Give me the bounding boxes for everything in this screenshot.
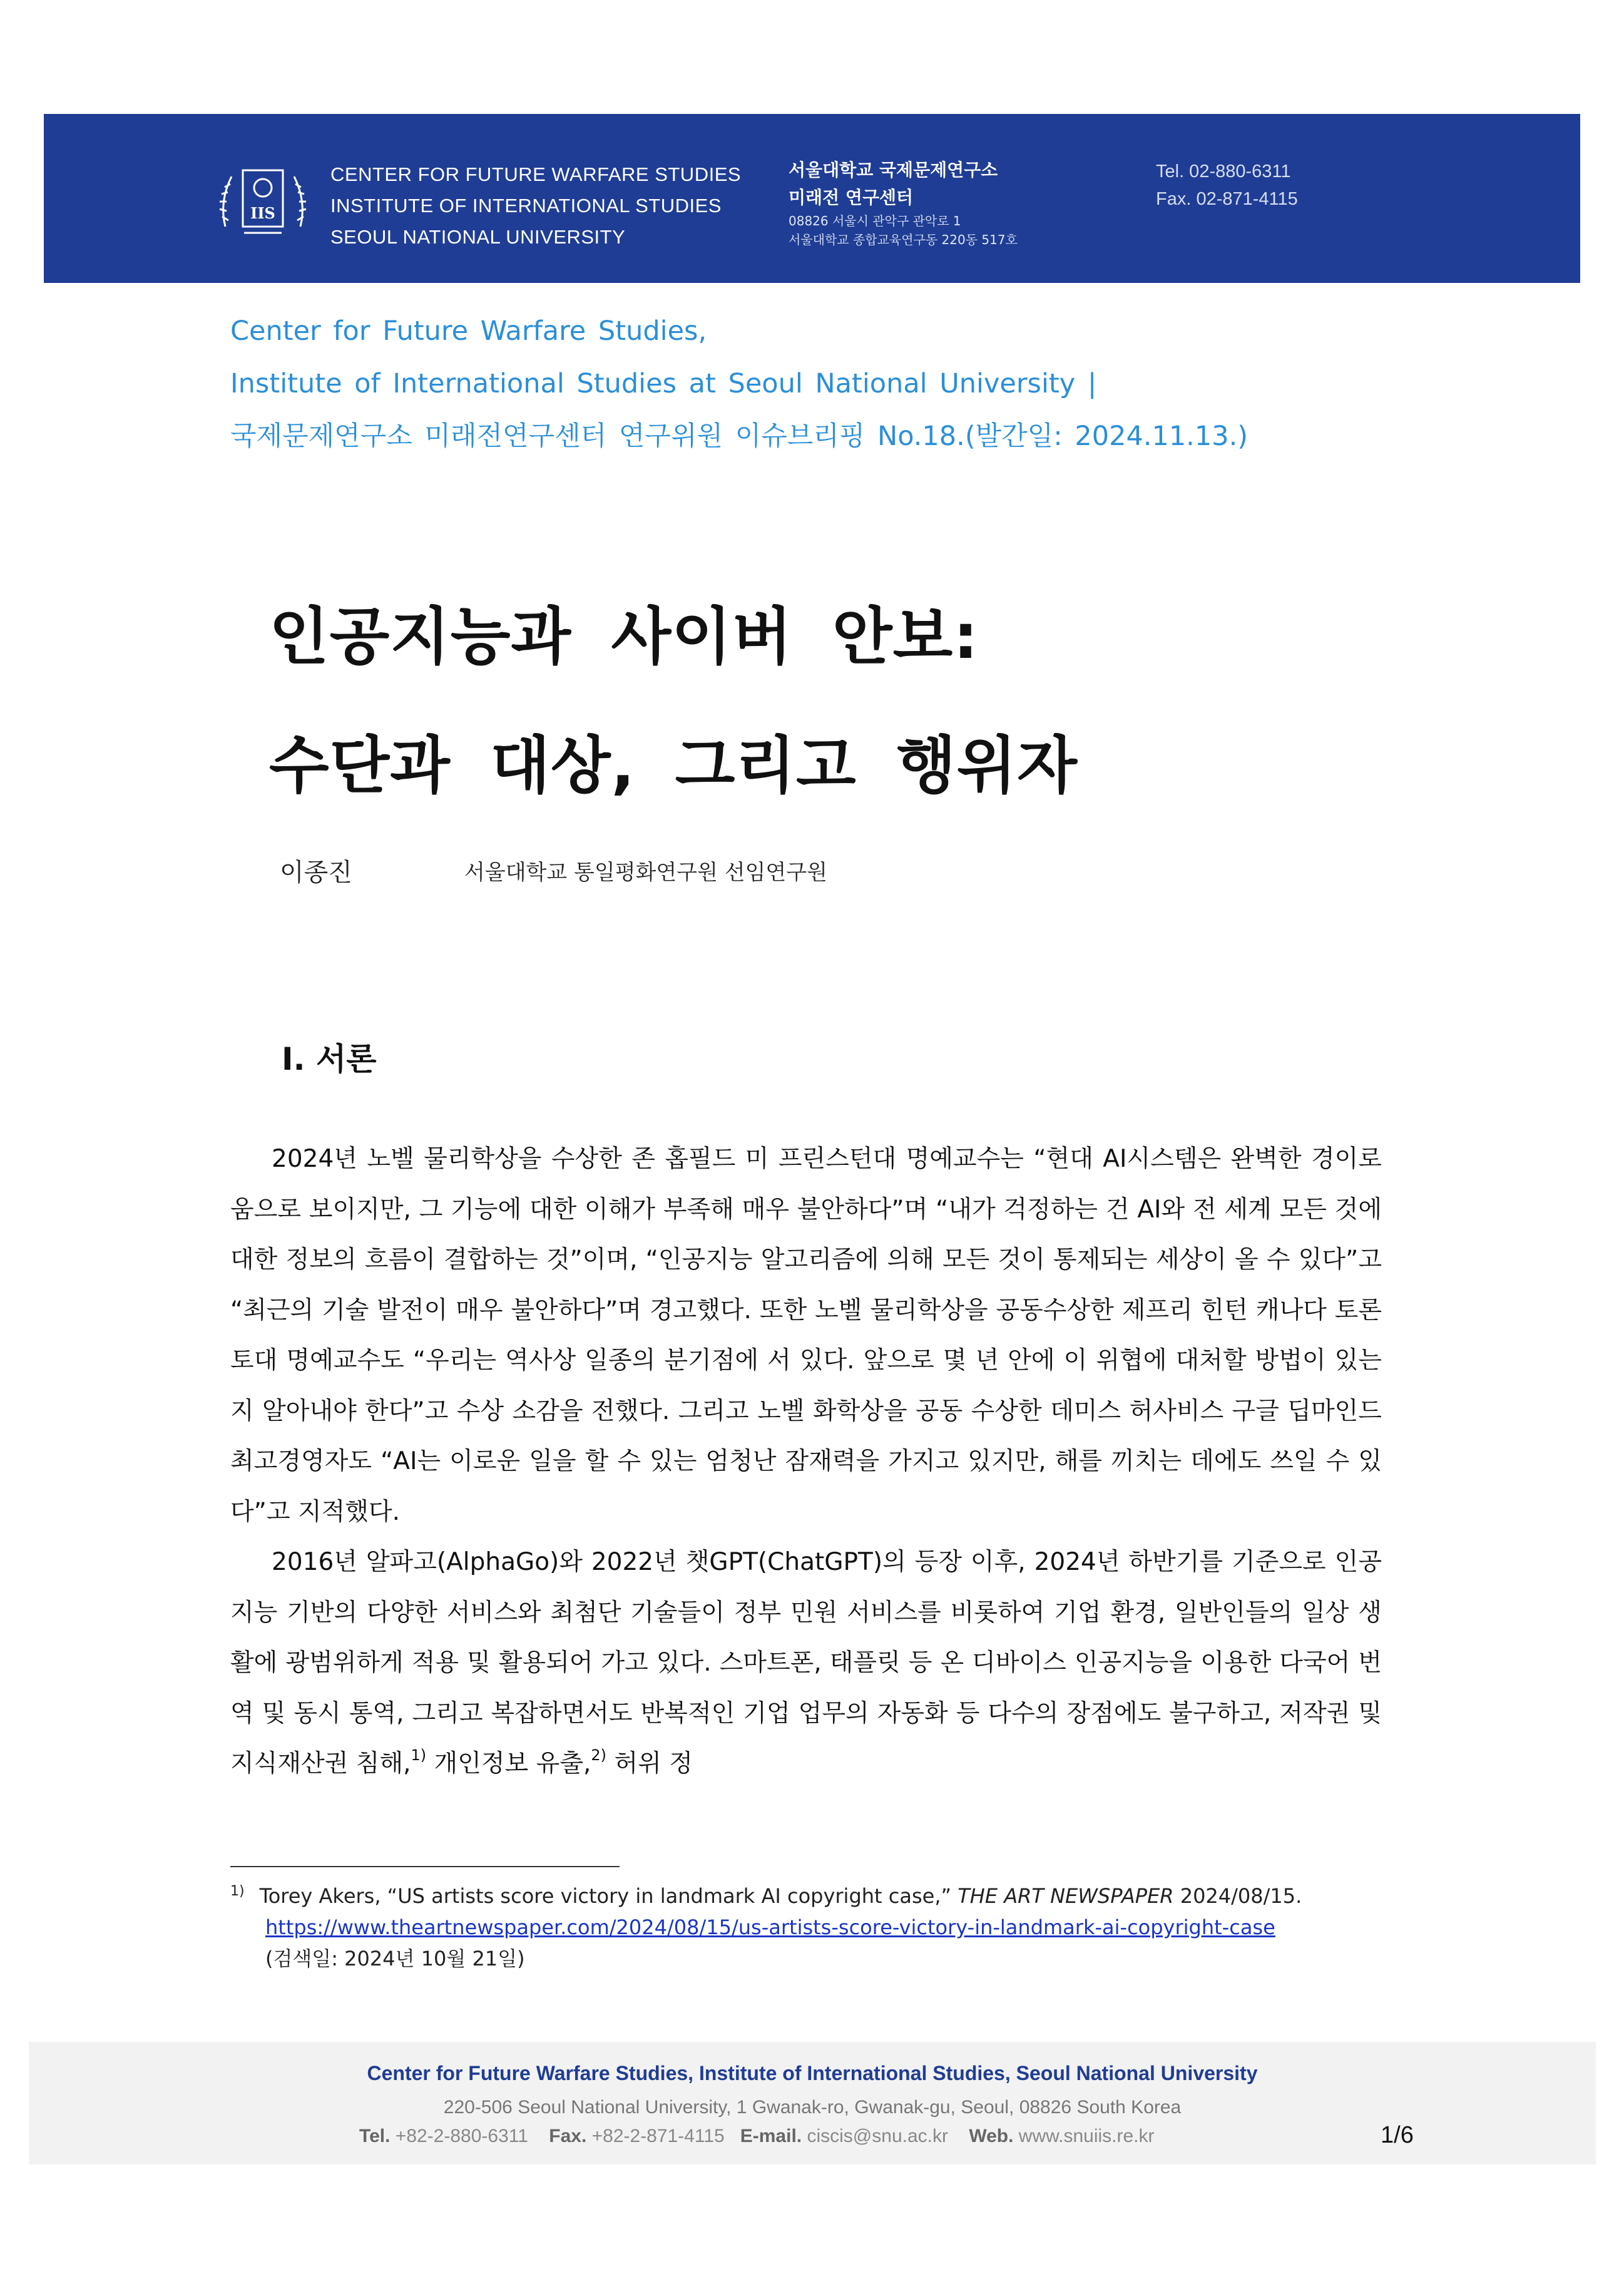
banner-en-line1: CENTER FOR FUTURE WARFARE STUDIES: [330, 163, 742, 185]
banner-ko-line1: 서울대학교 국제문제연구소: [789, 160, 998, 180]
footer-tel: +82-2-880-6311: [395, 2126, 528, 2146]
page-number: 1/6: [1381, 2122, 1414, 2148]
footnote-access-date: (검색일: 2024년 10월 21일): [265, 1947, 525, 1971]
banner-en-line3: SEOUL NATIONAL UNIVERSITY: [330, 226, 626, 248]
banner-en-line2: INSTITUTE OF INTERNATIONAL STUDIES: [330, 195, 722, 217]
footnote-ref-1[interactable]: 1): [411, 1746, 427, 1764]
paragraph-1: 2024년 노벨 물리학상을 수상한 존 홉필드 미 프린스턴대 명예교수는 “현대 AI시스템은 완벽한 경이로움으로 보이지만, 그 기능에 대한 이해가 부족해 매우 불안하다”며 “내가 걱정하는 건 AI와 전 세계 모든 것에 대한 정보의 흐름이 결합하는 것”이며, “인공지능 알고리즘에 의해 모든 것이 통제되는 세상이 올 수 있다”고 “최근의 기술 발전이 매우 불안하다”며 경고했다. 또한 노벨 물리학상을 공동수상한 제프리 힌턴 캐나다 토론토대 명예교수도 “우리는 역사상 일종의 분기점에 서 있다. 앞으로 몇 년 안에 이 위협에 대처할 방법이 있는지 알아내야 한다”고 수상 소감을 전했다. 그리고 노벨 화학상을 공동 수상한 데미스 허사비스 구글 딥마인드 최고경영자도 “AI는 이로운 일을 할 수 있는 엄청난 잠재력을 가지고 있지만, 해를 끼치는 데에도 쓰일 수 있다”고 지적했다.: [230, 1145, 1382, 1526]
footer-address: 220-506 Seoul National University, 1 Gwanak-ro, Gwanak-gu, Seoul, 08826 South Korea: [443, 2097, 1182, 2118]
banner-fax: Fax. 02-871-4115: [1156, 189, 1298, 209]
banner-address-line2: 서울대학교 종합교육연구동 220동 517호: [789, 232, 1018, 247]
title-line1: 인공지능과 사이버 안보:: [269, 601, 979, 673]
publication-intro: [230, 305, 1248, 463]
footer-email-link[interactable]: ciscis@snu.ac.kr: [807, 2126, 948, 2146]
banner-korean-title: [789, 156, 1018, 249]
footer-email-label: E-mail.: [740, 2126, 802, 2146]
footer-contacts: [359, 2126, 1155, 2147]
header-banner: [44, 114, 1580, 283]
page-footer: [29, 2042, 1596, 2165]
paragraph-2-end: 허위 정: [606, 1750, 693, 1778]
footer-web-link[interactable]: www.snuiis.re.kr: [1018, 2126, 1155, 2146]
body-text: [230, 1134, 1382, 1790]
footnote-line1: [230, 1880, 1419, 1912]
footnote-line2: [230, 1912, 1419, 1943]
footnote-date: 2024/08/15.: [1180, 1884, 1302, 1908]
footnote-citation: Torey Akers, “US artists score victory in landmark AI copyright case,”: [259, 1884, 952, 1908]
paragraph-2-mid: 개인정보 유출,: [426, 1750, 591, 1778]
institute-logo-emblem: [213, 151, 313, 252]
footnote-marker: 1): [230, 1883, 245, 1900]
intro-line2: Institute of International Studies at Seoul National University |: [230, 368, 1097, 399]
footnote: [230, 1880, 1419, 1974]
footnote-divider: [230, 1866, 620, 1867]
banner-english-title: [330, 159, 741, 253]
footnote-ref-2[interactable]: 2): [591, 1746, 607, 1764]
banner-address-line1: 08826 서울시 관악구 관악로 1: [789, 213, 961, 228]
footnote-journal: THE ART NEWSPAPER: [958, 1884, 1174, 1908]
intro-line3: 국제문제연구소 미래전연구센터 연구위원 이슈브리핑 No.18.(발간일: 2024.11.13.): [230, 421, 1249, 452]
footnote-url-link[interactable]: https://www.theartnewspaper.com/2024/08/15/us-artists-score-victory-in-landmark-ai-copyright-case: [265, 1915, 1275, 1939]
logo-text: IIS: [250, 204, 275, 222]
title-line2: 수단과 대상, 그리고 행위자: [269, 730, 1078, 802]
document-title: [269, 573, 1078, 831]
paragraph-2: [230, 1537, 1382, 1790]
banner-tel: Tel. 02-880-6311: [1156, 161, 1291, 182]
intro-line1: Center for Future Warfare Studies,: [230, 315, 707, 347]
banner-ko-line2: 미래전 연구센터: [789, 187, 914, 208]
footer-fax: +82-2-871-4115: [591, 2126, 725, 2146]
author-name: 이종진: [280, 858, 352, 887]
footer-web-label: Web.: [969, 2126, 1014, 2146]
footer-tel-label: Tel.: [359, 2126, 391, 2146]
section-heading: Ⅰ. 서론: [282, 1041, 377, 1077]
author-affiliation: 서울대학교 통일평화연구원 선임연구원: [464, 860, 827, 885]
paragraph-2-text: 2016년 알파고(AlphaGo)와 2022년 챗GPT(ChatGPT)의 등장 이후, 2024년 하반기를 기준으로 인공지능 기반의 다양한 서비스와 최첨단 기술들이 정부 민원 서비스를 비롯하여 기업 환경, 일반인들의 일상 생활에 광범위하게 적용 및 활용되어 가고 있다. 스마트폰, 태플릿 등 온 디바이스 인공지능을 이용한 다국어 번역 및 동시 통역, 그리고 복잡하면서도 반복적인 기업 업무의 자동화 등 다수의 장점에도 불구하고, 저작권 및 지식재산권 침해,: [230, 1548, 1382, 1778]
footer-fax-label: Fax.: [549, 2126, 587, 2146]
footer-organization: Center for Future Warfare Studies, Institute of International Studies, Seoul National University: [367, 2062, 1258, 2084]
banner-contact: [1156, 158, 1298, 213]
